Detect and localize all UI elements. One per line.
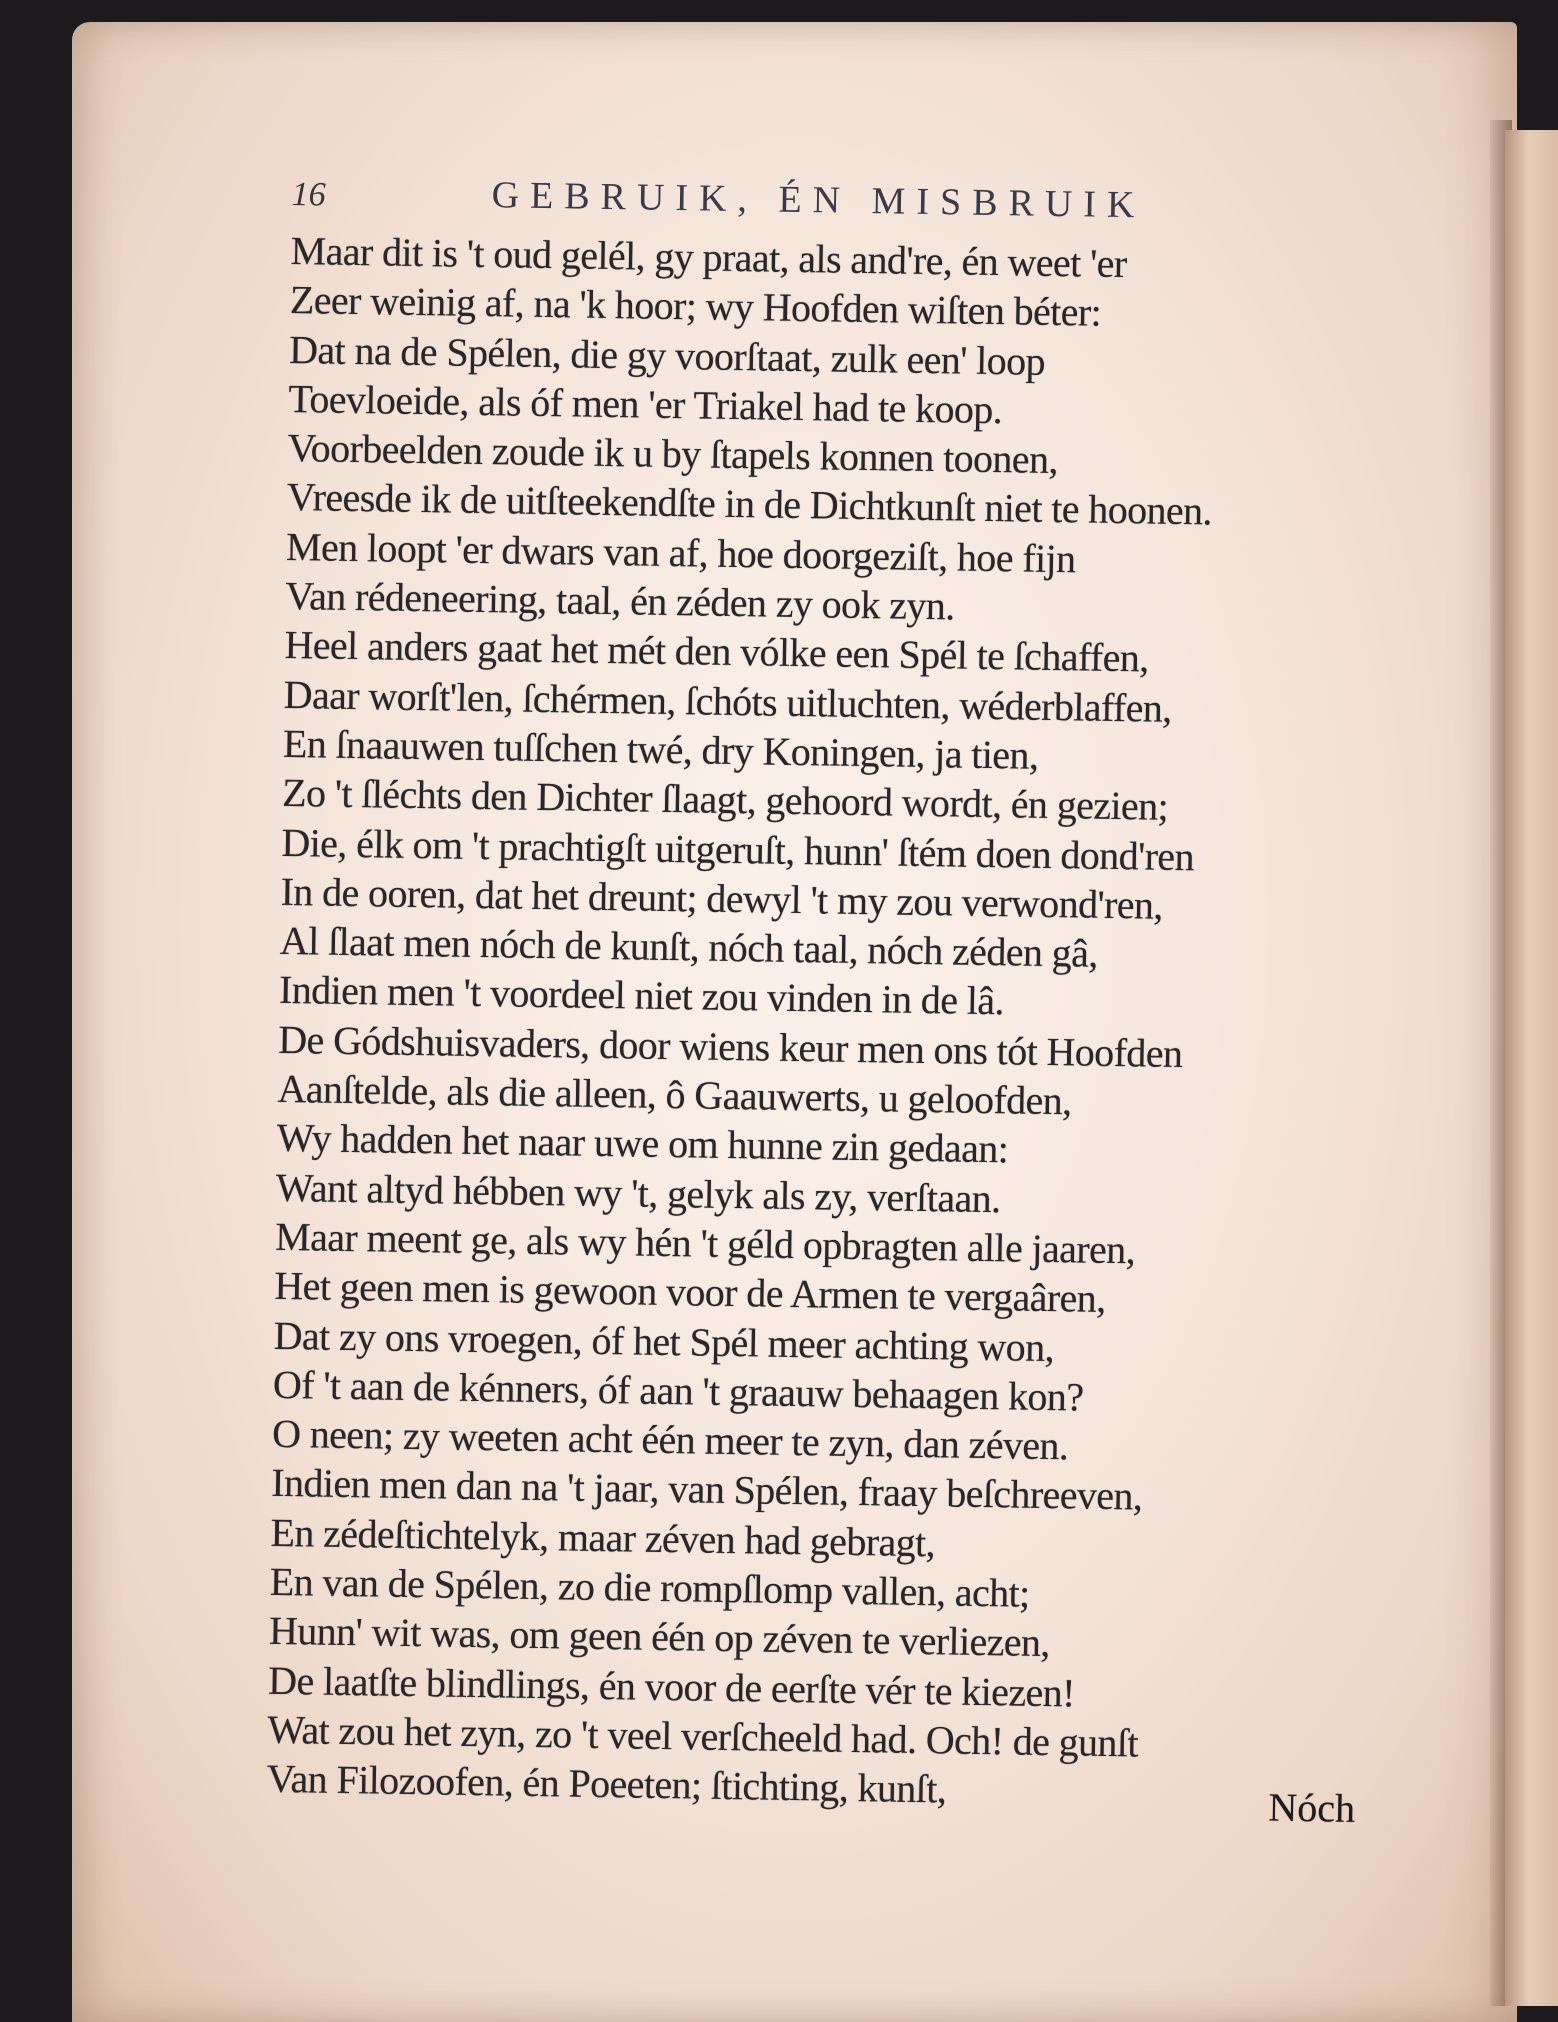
verse-block [266, 226, 1471, 1822]
verse-line: Vreesde ik de uitſteekendſte in de Dichtkunſt niet te hoonen. [286, 474, 1213, 534]
page-text [266, 170, 1472, 1831]
verse-line: Toevloeide, als óf men 'er Triakel had te koop. [288, 375, 1003, 433]
page-number: 16 [291, 175, 326, 214]
verse-line: De Gódshuisvaders, door wiens keur men ons tót Hoofden [277, 1016, 1183, 1076]
verse-line: Want altyd hébben wy 't, gelyk als zy, verſtaan. [275, 1164, 1001, 1221]
verse-line: En van de Spélen, zo die rompſlomp vallen, acht; [269, 1558, 1030, 1616]
verse-line: Wy hadden het naar uwe om hunne zin gedaan: [276, 1115, 1009, 1172]
verse-line: Aanſtelde, als die alleen, ô Gaauwerts, u geloofden, [277, 1065, 1072, 1124]
verse-line: De laatſte blindlings, én voor de eerſte vér te kiezen! [267, 1657, 1076, 1716]
verse-line: En zédeſtichtelyk, maar zéven had gebragt, [270, 1509, 936, 1565]
catchword: Nóch [1268, 1784, 1356, 1831]
verse-line: Dat na de Spélen, die gy voorſtaat, zulk een' loop [288, 326, 1046, 384]
verse-line: In de ooren, dat het dreunt; dewyl 't my zou verwond'ren, [280, 868, 1164, 928]
verse-line: Maar meent ge, als wy hén 't géld opbragten alle jaaren, [274, 1213, 1136, 1273]
verse-line: Indien men dan na 't jaar, van Spélen, fraay beſchreeven, [271, 1460, 1143, 1519]
verse-line: Van rédeneering, taal, én zéden zy ook zyn. [284, 573, 956, 629]
verse-line: Daar worſt'len, ſchérmen, ſchóts uitluchten, wéderblaffen, [283, 671, 1173, 731]
verse-line: Voorbeelden zoude ik u by ſtapels konnen toonen, [287, 425, 1059, 483]
verse-line: Zeer weinig af, na 'k hoor; wy Hoofden wiſten béter: [289, 277, 1102, 336]
verse-line: Het geen men is gewoon voor de Armen te vergaâren, [274, 1263, 1106, 1322]
running-title: GEBRUIK, ÉN MISBRUIK [491, 174, 1146, 227]
verse-line: Hunn' wit was, om geen één op zéven te verliezen, [268, 1608, 1051, 1666]
verse-line: Indien men 't voordeel niet zou vinden in de lâ. [278, 967, 1005, 1024]
verse-line: Al ſlaat men nóch de kunſt, nóch taal, nóch zéden gâ, [279, 918, 1099, 976]
verse-line: Men loopt 'er dwars van af, hoe doorgeziſt, hoe fijn [285, 523, 1076, 582]
verse-line: Wat zou het zyn, zo 't veel verſcheeld had. Och! de gunſt [267, 1706, 1139, 1766]
verse-line: Zo 't ſléchts den Dichter ſlaagt, gehoord wordt, én gezien; [281, 770, 1169, 830]
verse-line: O neen; zy weeten acht één meer te zyn, dan zéven. [271, 1410, 1069, 1469]
verse-line: Maar dit is 't oud gelél, gy praat, als and're, én weet 'er [290, 227, 1127, 287]
verse-line: Heel anders gaat het mét den vólke een Spél te ſchaffen, [284, 622, 1149, 681]
verse-line: Of 't aan de kénners, óf aan 't graauw behaagen kon? [272, 1361, 1084, 1420]
verse-line: Van Filozoofen, én Poeeten; ſtichting, kunſt, [266, 1756, 947, 1812]
verse-line: Dat zy ons vroegen, óf het Spél meer achting won, [273, 1312, 1055, 1370]
verse-line: En ſnaauwen tuſſchen twé, dry Koningen, ja tien, [282, 720, 1039, 778]
verse-line: Die, élk om 't prachtigſt uitgeruſt, hunn' ſtém doen dond'ren [281, 819, 1195, 879]
facing-page-edge [1505, 130, 1558, 2006]
